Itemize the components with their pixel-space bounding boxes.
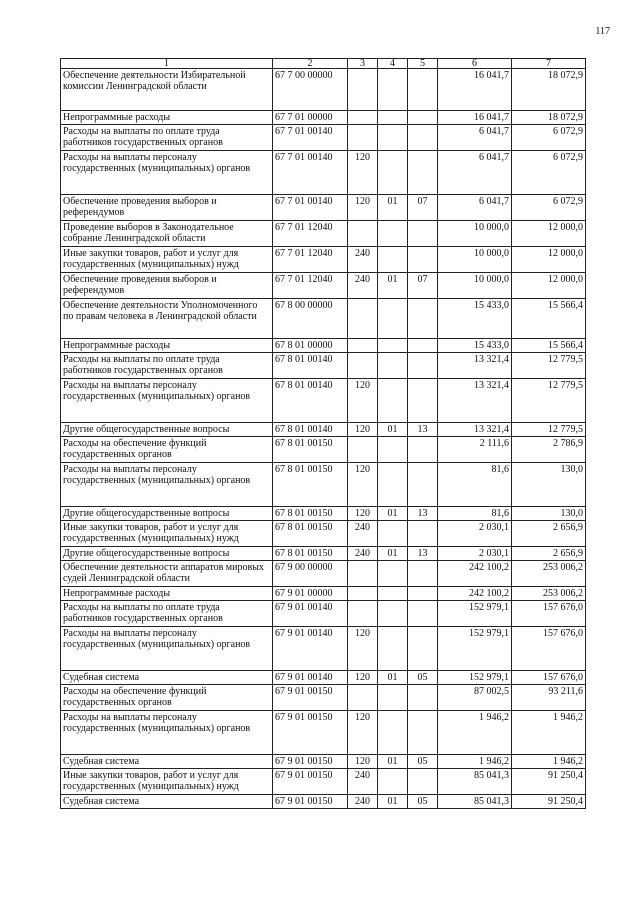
table-row: [61, 769, 586, 795]
cell-y1: 13 321,4: [438, 423, 512, 437]
cell-rz: [378, 151, 408, 195]
cell-code: 67 9 01 00140: [273, 671, 348, 685]
cell-rz: [378, 627, 408, 671]
cell-vr: 240: [348, 547, 378, 561]
cell-y1: 6 041,7: [438, 125, 512, 151]
cell-y1: 15 433,0: [438, 339, 512, 353]
cell-rz: [378, 299, 408, 339]
cell-y1: 6 041,7: [438, 151, 512, 195]
cell-rz: [378, 339, 408, 353]
table-row: [61, 423, 586, 437]
column-header: 3: [348, 59, 378, 69]
page-number: 117: [595, 26, 610, 37]
table-row: [61, 125, 586, 151]
cell-code: 67 7 01 12040: [273, 273, 348, 299]
cell-y1: 152 979,1: [438, 601, 512, 627]
cell-pr: [408, 601, 438, 627]
cell-name: Обеспечение проведения выборов и референдумов: [61, 273, 273, 299]
cell-y2: 253 006,2: [512, 587, 586, 601]
cell-y2: 91 250,4: [512, 769, 586, 795]
cell-vr: 120: [348, 151, 378, 195]
cell-y2: 6 072,9: [512, 151, 586, 195]
cell-vr: 240: [348, 769, 378, 795]
cell-code: 67 7 01 12040: [273, 221, 348, 247]
table-row: [61, 711, 586, 755]
cell-code: 67 8 01 00150: [273, 547, 348, 561]
cell-rz: [378, 437, 408, 463]
cell-y2: 12 000,0: [512, 247, 586, 273]
cell-pr: [408, 151, 438, 195]
cell-code: 67 9 01 00140: [273, 627, 348, 671]
cell-y1: 10 000,0: [438, 273, 512, 299]
cell-y2: 1 946,2: [512, 755, 586, 769]
cell-y2: 12 779,5: [512, 379, 586, 423]
cell-vr: [348, 601, 378, 627]
cell-pr: [408, 221, 438, 247]
cell-pr: [408, 587, 438, 601]
cell-pr: [408, 437, 438, 463]
cell-code: 67 7 01 12040: [273, 247, 348, 273]
cell-code: 67 9 00 00000: [273, 561, 348, 587]
cell-rz: [378, 711, 408, 755]
column-header: 4: [378, 59, 408, 69]
cell-rz: [378, 521, 408, 547]
cell-name: Расходы на выплаты по оплате труда работников государственных органов: [61, 125, 273, 151]
cell-vr: [348, 685, 378, 711]
cell-vr: [348, 587, 378, 601]
cell-y2: 91 250,4: [512, 795, 586, 809]
cell-vr: 240: [348, 247, 378, 273]
cell-name: Иные закупки товаров, работ и услуг для государственных (муниципальных) нужд: [61, 769, 273, 795]
cell-pr: 05: [408, 671, 438, 685]
cell-pr: 05: [408, 755, 438, 769]
cell-pr: [408, 339, 438, 353]
table-row: [61, 507, 586, 521]
cell-y1: 13 321,4: [438, 353, 512, 379]
cell-y2: 130,0: [512, 507, 586, 521]
table-row: [61, 299, 586, 339]
table-row: [61, 111, 586, 125]
cell-rz: [378, 221, 408, 247]
cell-pr: [408, 69, 438, 111]
table-row: [61, 685, 586, 711]
cell-rz: [378, 463, 408, 507]
cell-y2: 130,0: [512, 463, 586, 507]
cell-name: Другие общегосударственные вопросы: [61, 507, 273, 521]
table-row: [61, 547, 586, 561]
cell-rz: 01: [378, 547, 408, 561]
cell-pr: [408, 769, 438, 795]
cell-pr: 05: [408, 795, 438, 809]
cell-name: Расходы на выплаты персоналу государственных (муниципальных) органов: [61, 379, 273, 423]
cell-vr: [348, 221, 378, 247]
cell-rz: [378, 247, 408, 273]
cell-y2: 2 656,9: [512, 547, 586, 561]
cell-name: Непрограммные расходы: [61, 587, 273, 601]
cell-code: 67 9 01 00000: [273, 587, 348, 601]
cell-code: 67 9 01 00150: [273, 685, 348, 711]
cell-y2: 6 072,9: [512, 195, 586, 221]
cell-vr: [348, 125, 378, 151]
cell-vr: 120: [348, 463, 378, 507]
cell-pr: 13: [408, 547, 438, 561]
table-row: [61, 437, 586, 463]
cell-code: 67 8 01 00150: [273, 521, 348, 547]
cell-vr: 240: [348, 795, 378, 809]
cell-y1: 81,6: [438, 463, 512, 507]
cell-pr: [408, 125, 438, 151]
cell-y1: 15 433,0: [438, 299, 512, 339]
cell-code: 67 8 01 00140: [273, 353, 348, 379]
cell-name: Другие общегосударственные вопросы: [61, 423, 273, 437]
cell-y2: 157 676,0: [512, 601, 586, 627]
cell-code: 67 8 01 00140: [273, 423, 348, 437]
column-header: 5: [408, 59, 438, 69]
cell-y1: 16 041,7: [438, 69, 512, 111]
cell-y1: 13 321,4: [438, 379, 512, 423]
cell-y1: 10 000,0: [438, 221, 512, 247]
cell-name: Расходы на выплаты персоналу государственных (муниципальных) органов: [61, 711, 273, 755]
cell-pr: [408, 627, 438, 671]
cell-code: 67 8 01 00150: [273, 437, 348, 463]
cell-name: Непрограммные расходы: [61, 111, 273, 125]
column-header: 7: [512, 59, 586, 69]
cell-y1: 1 946,2: [438, 711, 512, 755]
cell-rz: [378, 587, 408, 601]
table-row: [61, 379, 586, 423]
cell-code: 67 7 01 00140: [273, 195, 348, 221]
cell-rz: [378, 111, 408, 125]
cell-code: 67 8 01 00150: [273, 507, 348, 521]
cell-rz: 01: [378, 755, 408, 769]
cell-name: Расходы на выплаты по оплате труда работников государственных органов: [61, 601, 273, 627]
cell-y2: 157 676,0: [512, 627, 586, 671]
cell-pr: [408, 247, 438, 273]
cell-vr: [348, 69, 378, 111]
cell-name: Расходы на выплаты персоналу государственных (муниципальных) органов: [61, 627, 273, 671]
cell-code: 67 9 01 00150: [273, 795, 348, 809]
cell-vr: 120: [348, 195, 378, 221]
cell-vr: 240: [348, 521, 378, 547]
cell-y1: 10 000,0: [438, 247, 512, 273]
cell-y2: 93 211,6: [512, 685, 586, 711]
cell-code: 67 9 01 00150: [273, 755, 348, 769]
cell-vr: 120: [348, 671, 378, 685]
table-row: [61, 195, 586, 221]
table-row: [61, 339, 586, 353]
cell-vr: [348, 299, 378, 339]
table-row: [61, 795, 586, 809]
cell-name: Расходы на обеспечение функций государственных органов: [61, 685, 273, 711]
cell-code: 67 8 01 00140: [273, 379, 348, 423]
cell-vr: [348, 353, 378, 379]
cell-vr: 240: [348, 273, 378, 299]
cell-name: Расходы на выплаты по оплате труда работников государственных органов: [61, 353, 273, 379]
cell-name: Непрограммные расходы: [61, 339, 273, 353]
cell-rz: [378, 353, 408, 379]
cell-rz: [378, 561, 408, 587]
cell-vr: 120: [348, 379, 378, 423]
cell-name: Судебная система: [61, 795, 273, 809]
cell-vr: [348, 437, 378, 463]
cell-y2: 2 786,9: [512, 437, 586, 463]
cell-pr: 07: [408, 195, 438, 221]
cell-y1: 2 030,1: [438, 521, 512, 547]
cell-name: Проведение выборов в Законодательное собрание Ленинградской области: [61, 221, 273, 247]
cell-y1: 85 041,3: [438, 769, 512, 795]
cell-name: Иные закупки товаров, работ и услуг для государственных (муниципальных) нужд: [61, 247, 273, 273]
cell-y2: 157 676,0: [512, 671, 586, 685]
cell-rz: 01: [378, 273, 408, 299]
budget-table: [60, 58, 586, 809]
cell-name: Расходы на выплаты персоналу государственных (муниципальных) органов: [61, 151, 273, 195]
table-row: [61, 273, 586, 299]
cell-code: 67 8 00 00000: [273, 299, 348, 339]
cell-y1: 242 100,2: [438, 587, 512, 601]
cell-code: 67 9 01 00150: [273, 711, 348, 755]
table-row: [61, 247, 586, 273]
cell-pr: [408, 463, 438, 507]
table-row: [61, 627, 586, 671]
cell-rz: 01: [378, 507, 408, 521]
cell-y2: 12 000,0: [512, 273, 586, 299]
cell-y2: 12 000,0: [512, 221, 586, 247]
cell-code: 67 7 01 00140: [273, 125, 348, 151]
table-row: [61, 671, 586, 685]
cell-pr: [408, 521, 438, 547]
cell-pr: [408, 353, 438, 379]
cell-y1: 2 111,6: [438, 437, 512, 463]
table-row: [61, 755, 586, 769]
cell-pr: [408, 111, 438, 125]
table-row: [61, 587, 586, 601]
column-header: 1: [61, 59, 273, 69]
cell-pr: [408, 685, 438, 711]
cell-vr: 120: [348, 711, 378, 755]
cell-y1: 87 002,5: [438, 685, 512, 711]
cell-pr: [408, 299, 438, 339]
cell-y1: 2 030,1: [438, 547, 512, 561]
cell-name: Обеспечение деятельности Уполномоченного по правам человека в Ленинградской области: [61, 299, 273, 339]
cell-y2: 18 072,9: [512, 111, 586, 125]
table-row: [61, 521, 586, 547]
cell-vr: [348, 339, 378, 353]
table-row: [61, 561, 586, 587]
column-header: 2: [273, 59, 348, 69]
cell-code: 67 7 01 00000: [273, 111, 348, 125]
cell-rz: [378, 601, 408, 627]
cell-y2: 6 072,9: [512, 125, 586, 151]
cell-vr: 120: [348, 423, 378, 437]
column-header: 6: [438, 59, 512, 69]
cell-vr: [348, 561, 378, 587]
cell-y2: 12 779,5: [512, 423, 586, 437]
cell-y2: 12 779,5: [512, 353, 586, 379]
cell-name: Судебная система: [61, 755, 273, 769]
cell-pr: [408, 379, 438, 423]
cell-y2: 1 946,2: [512, 711, 586, 755]
cell-rz: 01: [378, 195, 408, 221]
cell-y2: 253 006,2: [512, 561, 586, 587]
cell-vr: 120: [348, 627, 378, 671]
cell-y1: 152 979,1: [438, 627, 512, 671]
table-header-row: [61, 59, 586, 69]
cell-code: 67 9 01 00150: [273, 769, 348, 795]
cell-y1: 6 041,7: [438, 195, 512, 221]
cell-y1: 242 100,2: [438, 561, 512, 587]
cell-pr: [408, 711, 438, 755]
cell-pr: 13: [408, 423, 438, 437]
cell-code: 67 8 01 00150: [273, 463, 348, 507]
cell-name: Судебная система: [61, 671, 273, 685]
cell-code: 67 9 01 00140: [273, 601, 348, 627]
cell-rz: [378, 125, 408, 151]
cell-y1: 81,6: [438, 507, 512, 521]
cell-pr: 07: [408, 273, 438, 299]
cell-vr: [348, 111, 378, 125]
cell-y1: 1 946,2: [438, 755, 512, 769]
cell-code: 67 7 00 00000: [273, 69, 348, 111]
table-body: [61, 69, 586, 809]
cell-rz: [378, 769, 408, 795]
cell-name: Расходы на выплаты персоналу государственных (муниципальных) органов: [61, 463, 273, 507]
cell-rz: [378, 685, 408, 711]
cell-y2: 15 566,4: [512, 299, 586, 339]
cell-rz: [378, 379, 408, 423]
cell-name: Иные закупки товаров, работ и услуг для государственных (муниципальных) нужд: [61, 521, 273, 547]
cell-vr: 120: [348, 507, 378, 521]
cell-rz: 01: [378, 671, 408, 685]
table-row: [61, 353, 586, 379]
cell-name: Обеспечение проведения выборов и референдумов: [61, 195, 273, 221]
cell-y2: 18 072,9: [512, 69, 586, 111]
cell-y1: 152 979,1: [438, 671, 512, 685]
cell-code: 67 8 01 00000: [273, 339, 348, 353]
cell-y1: 16 041,7: [438, 111, 512, 125]
cell-name: Расходы на обеспечение функций государственных органов: [61, 437, 273, 463]
table-row: [61, 463, 586, 507]
cell-name: Обеспечение деятельности аппаратов мировых судей Ленинградской области: [61, 561, 273, 587]
cell-code: 67 7 01 00140: [273, 151, 348, 195]
table-row: [61, 69, 586, 111]
cell-name: Другие общегосударственные вопросы: [61, 547, 273, 561]
cell-y2: 2 656,9: [512, 521, 586, 547]
cell-rz: [378, 69, 408, 111]
cell-vr: 120: [348, 755, 378, 769]
cell-y1: 85 041,3: [438, 795, 512, 809]
cell-pr: [408, 561, 438, 587]
cell-y2: 15 566,4: [512, 339, 586, 353]
cell-name: Обеспечение деятельности Избирательной комиссии Ленинградской области: [61, 69, 273, 111]
table-row: [61, 221, 586, 247]
table-row: [61, 601, 586, 627]
table-row: [61, 151, 586, 195]
cell-rz: 01: [378, 795, 408, 809]
cell-pr: 13: [408, 507, 438, 521]
cell-rz: 01: [378, 423, 408, 437]
